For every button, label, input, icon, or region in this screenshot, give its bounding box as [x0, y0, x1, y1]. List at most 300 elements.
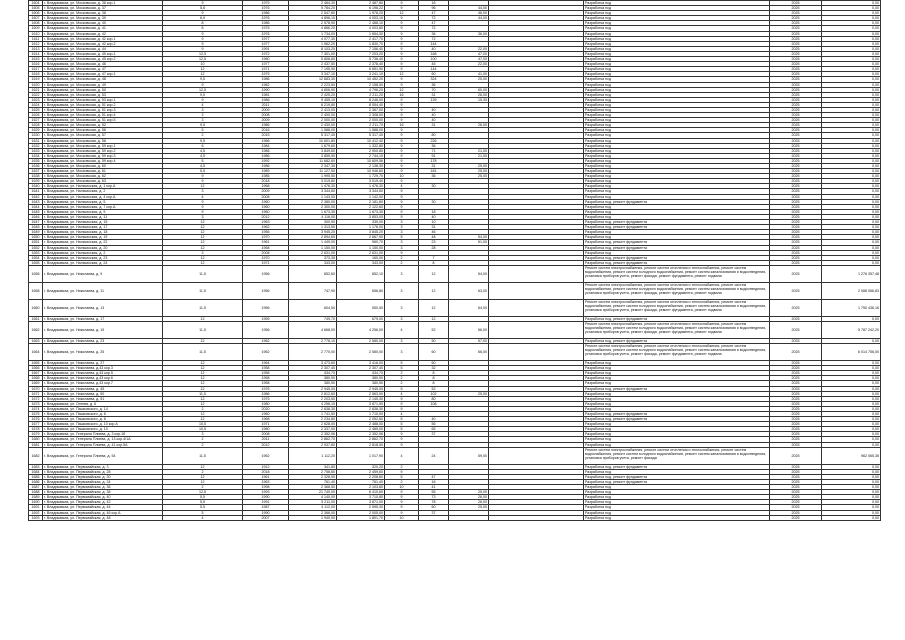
cell-living-area: 656,80 [337, 282, 385, 299]
cell-repair-year: 2025 [770, 442, 822, 447]
cell-row-number: 1662 [29, 321, 43, 338]
cell-row-number: 1615 [29, 57, 43, 62]
cell-repair-year: 2025 [770, 36, 822, 41]
cell-wall-type: 11,5 [163, 447, 243, 464]
cell-wall-type: 4 [163, 102, 243, 107]
cell-works: Разработка псд, ремонт фундамента [584, 412, 770, 417]
cell-row-number: 1684 [29, 469, 43, 474]
cell-works: Разработка псд, ремонт фундамента [584, 255, 770, 260]
cell-living-area: 2 005,00 [337, 510, 385, 515]
cell-floors: 4 [385, 184, 419, 189]
cell-total-area: 1 313,50 [289, 225, 337, 230]
cell-build-year: 1986 [243, 21, 289, 26]
cell-apartments: 8 [419, 260, 449, 265]
cell-repair-year: 2025 [770, 77, 822, 82]
cell-cost: 0,00 [822, 485, 881, 490]
cell-build-year: 1958 [243, 371, 289, 376]
cell-row-number: 1614 [29, 51, 43, 56]
cell-wear-percent: 25,00 [449, 169, 489, 174]
cell-row-number: 1682 [29, 447, 43, 464]
cell-floors: 9 [385, 41, 419, 46]
cell-repair-year: 2025 [770, 179, 822, 184]
cell-works: Ремонт систем электроснабжения, ремонт систем отопления и теплоснабжения, ремонт систем водоснабжения, ремонт систем холодного водоснабжения, ремонт систем канализования и водоотведения, установка приборов учета, ремонт фасада, ремонт фундамента, ремонт подвала [584, 265, 770, 282]
cell-row-number: 1675 [29, 412, 43, 417]
cell-floors: 9 [385, 128, 419, 133]
cell-address: г. Владикавказ, ул. Николаева, д. 51 [43, 396, 163, 401]
cell-works: Разработка псд [584, 36, 770, 41]
cell-apartments: 324 [419, 77, 449, 82]
cell-address: г. Владикавказ, ул. Пашковского, д. 14 [43, 406, 163, 411]
cell-build-year: 1976 [243, 31, 289, 36]
cell-address: г. Владикавказ, ул. Генерала Плиева, д. 13 кор.4/1А [43, 437, 163, 442]
cell-row-number: 1610 [29, 31, 43, 36]
cell-repair-year: 2025 [770, 260, 822, 265]
cell-repair-year: 2025 [770, 138, 822, 143]
cell-row-number: 1639 [29, 179, 43, 184]
cell-works: Разработка псд [584, 41, 770, 46]
cell-living-area: 2 352,96 [337, 432, 385, 437]
cell-total-area: 5 784,20 [289, 6, 337, 11]
table-row [29, 321, 881, 338]
cell-living-area: 852,10 [337, 265, 385, 282]
cell-row-number: 1642 [29, 194, 43, 199]
cell-row-number: 1689 [29, 495, 43, 500]
cell-build-year: 1968 [243, 417, 289, 422]
cell-wall-type: 4,5 [163, 153, 243, 158]
cell-floors: 3 [385, 230, 419, 235]
cell-repair-year: 2025 [770, 381, 822, 386]
cell-living-area: 4 796,20 [337, 87, 385, 92]
cell-wall-type: 9 [163, 46, 243, 51]
cell-works: Разработка псд [584, 396, 770, 401]
cell-cost: 0,00 [822, 179, 881, 184]
cell-address: г. Владикавказ, ул. Московская, д. 59 кор.2 [43, 148, 163, 153]
cell-row-number: 1665 [29, 361, 43, 366]
cell-address: г. Владикавказ, ул. Московская, д. 38 кор.1 [43, 1, 163, 6]
cell-address: г. Владикавказ, ул. Нальчикская, д. 17 [43, 225, 163, 230]
cell-wear-percent: 26,00 [449, 92, 489, 97]
cell-row-number: 1668 [29, 376, 43, 381]
cell-living-area: 8 054,40 [337, 102, 385, 107]
cell-cost: 0,00 [822, 11, 881, 16]
cell-address: г. Владикавказ, ул. Огнева, д. 6 [43, 401, 163, 406]
cell-works: Разработка псд [584, 406, 770, 411]
cell-living-area: 2 485,00 [337, 427, 385, 432]
cell-cost: 0,00 [822, 143, 881, 148]
cell-repair-year: 2025 [770, 464, 822, 469]
cell-build-year: 1990 [243, 510, 289, 515]
cell-cost: 0,00 [822, 158, 881, 163]
cell-total-area: 1 143,00 [289, 194, 337, 199]
cell-living-area: 3 845,20 [337, 230, 385, 235]
cell-floors: 2 [385, 376, 419, 381]
cell-wall-type: 12 [163, 366, 243, 371]
cell-wall-type: 5,5 [163, 169, 243, 174]
cell-total-area: 1 673,30 [289, 209, 337, 214]
cell-living-area: 380,50 [337, 381, 385, 386]
cell-cost: 0,00 [822, 260, 881, 265]
cell-living-area: 2 378,40 [337, 62, 385, 67]
cell-works: Разработка псд [584, 164, 770, 169]
cell-repair-year: 2025 [770, 67, 822, 72]
cell-floors: 9 [385, 138, 419, 143]
cell-row-number: 1690 [29, 500, 43, 505]
cell-total-area: 11 682,60 [289, 158, 337, 163]
cell-cost: 0,00 [822, 77, 881, 82]
cell-works: Разработка псд [584, 184, 770, 189]
cell-repair-year: 2025 [770, 21, 822, 26]
cell-wear-percent: 64,00 [449, 299, 489, 316]
cell-works: Разработка псд [584, 361, 770, 366]
cell-build-year: 1963 [243, 479, 289, 484]
cell-row-number: 1670 [29, 386, 43, 391]
cell-total-area: 2 937,80 [289, 442, 337, 447]
cell-address: г. Владикавказ, ул. Московская, д. 45 кор.2 [43, 57, 163, 62]
cell-repair-year: 2025 [770, 184, 822, 189]
cell-wall-type: 3 [163, 250, 243, 255]
cell-total-area: 3 473,60 [289, 361, 337, 366]
cell-repair-year: 2025 [770, 235, 822, 240]
cell-build-year: 1958 [243, 381, 289, 386]
cell-build-year: 1964 [243, 361, 289, 366]
cell-apartments: 36 [419, 174, 449, 179]
cell-wall-type: 12,5 [163, 51, 243, 56]
cell-address: г. Владикавказ, ул. Первомайская, д. 34 [43, 479, 163, 484]
cell-floors: 9 [385, 133, 419, 138]
cell-living-area: 5 736,40 [337, 57, 385, 62]
spreadsheet-page [28, 0, 880, 521]
cell-wall-type: 9 [163, 82, 243, 87]
cell-works: Разработка псд [584, 485, 770, 490]
cell-build-year: 1986 [243, 153, 289, 158]
cell-repair-year: 2025 [770, 361, 822, 366]
cell-cost: 0,00 [822, 495, 881, 500]
cell-apartments: 18 [419, 209, 449, 214]
cell-living-area: 2 862,70 [337, 437, 385, 442]
cell-apartments: 47 [419, 474, 449, 479]
cell-row-number: 1612 [29, 41, 43, 46]
cell-apartments: 24 [419, 447, 449, 464]
cell-address: г. Владикавказ, ул. Нальчикская, д. 2 [43, 250, 163, 255]
cell-living-area: 2 138,30 [337, 164, 385, 169]
cell-apartments: 8 [419, 381, 449, 386]
cell-apartments: 36 [419, 82, 449, 87]
cell-address: г. Владикавказ, ул. Московская, д. 47 кор.1 [43, 72, 163, 77]
cell-address: г. Владикавказ, ул. Нальчикская, д. 7 кор.А [43, 204, 163, 209]
cell-repair-year: 2025 [770, 447, 822, 464]
cell-row-number: 1631 [29, 138, 43, 143]
cell-floors: 9 [385, 495, 419, 500]
cell-total-area: 380,50 [289, 381, 337, 386]
cell-row-number: 1635 [29, 158, 43, 163]
cell-address: г. Владикавказ, ул. Нальчикская, д. 18 [43, 230, 163, 235]
cell-row-number: 1648 [29, 225, 43, 230]
cell-total-area: 1 962,20 [289, 41, 337, 46]
cell-repair-year: 2025 [770, 240, 822, 245]
cell-repair-year: 2025 [770, 214, 822, 219]
cell-living-area: 960,70 [337, 240, 385, 245]
cell-floors: 9 [385, 437, 419, 442]
cell-living-area: 2 563,00 [337, 391, 385, 396]
cell-row-number: 1604 [29, 1, 43, 6]
cell-floors: 9 [385, 432, 419, 437]
cell-living-area: 2 367,00 [337, 107, 385, 112]
cell-total-area: 4 668,00 [289, 321, 337, 338]
cell-living-area: 2 580,00 [337, 344, 385, 361]
cell-apartments: 72 [419, 16, 449, 21]
cell-build-year: 1975 [243, 1, 289, 6]
cell-repair-year: 2025 [770, 338, 822, 343]
cell-row-number: 1679 [29, 432, 43, 437]
cell-works: Разработка псд [584, 6, 770, 11]
cell-wall-type: 5,5 [163, 500, 243, 505]
cell-wear-percent [449, 515, 489, 520]
cell-repair-year: 2025 [770, 479, 822, 484]
cell-build-year: 2008 [243, 250, 289, 255]
cell-total-area: 7 195,90 [289, 67, 337, 72]
cell-build-year: 1989 [243, 169, 289, 174]
cell-works: Разработка псд, ремонт фундамента [584, 199, 770, 204]
cell-address: г. Владикавказ, ул. Нальчикская, д. 4 кор.А [43, 194, 163, 199]
cell-repair-year: 2025 [770, 57, 822, 62]
cell-apartments: 168 [419, 51, 449, 56]
cell-repair-year: 2025 [770, 432, 822, 437]
cell-apartments: 139 [419, 97, 449, 102]
cell-works: Разработка псд, ремонт фундамента [584, 386, 770, 391]
cell-repair-year: 2025 [770, 371, 822, 376]
cell-living-area: 1 588,00 [337, 128, 385, 133]
cell-works: Разработка псд [584, 209, 770, 214]
cell-floors: 9 [385, 490, 419, 495]
cell-repair-year: 2025 [770, 169, 822, 174]
cell-cost: 0,00 [822, 255, 881, 260]
cell-repair-year: 2025 [770, 164, 822, 169]
cell-floors: 9 [385, 62, 419, 67]
cell-row-number: 1623 [29, 97, 43, 102]
cell-repair-year: 2025 [770, 204, 822, 209]
cell-apartments [419, 515, 449, 520]
cell-works: Разработка псд [584, 366, 770, 371]
cell-living-area: 2 838,30 [337, 406, 385, 411]
cell-wall-type: 5,5 [163, 505, 243, 510]
cell-total-area: 5 211,00 [289, 500, 337, 505]
cell-wall-type: 6 [163, 143, 243, 148]
cell-total-area: 761,40 [289, 479, 337, 484]
cell-total-area: 3 945,20 [289, 230, 337, 235]
cell-works: Разработка псд [584, 82, 770, 87]
cell-total-area: 3 344,60 [289, 189, 337, 194]
cell-repair-year: 2025 [770, 265, 822, 282]
cell-repair-year: 2025 [770, 148, 822, 153]
cell-address: г. Владикавказ, ул. Нальчикская, д. 5 [43, 199, 163, 204]
cell-build-year: 1990 [243, 495, 289, 500]
cell-wall-type: 12 [163, 381, 243, 386]
cell-living-area: 3 710,80 [337, 495, 385, 500]
cell-floors: 3 [385, 338, 419, 343]
cell-row-number: 1667 [29, 371, 43, 376]
cell-works: Разработка псд [584, 230, 770, 235]
cell-wear-percent: 63,00 [449, 282, 489, 299]
cell-works: Разработка псд [584, 437, 770, 442]
cell-build-year: 1975 [243, 72, 289, 77]
cell-floors: 9 [385, 194, 419, 199]
cell-floors: 9 [385, 442, 419, 447]
cell-living-area: 343,00 [337, 260, 385, 265]
cell-address: г. Владикавказ, ул. Московская, д. 51 кор.4 [43, 113, 163, 118]
cell-apartments: 30 [419, 199, 449, 204]
cell-apartments: 60 [419, 361, 449, 366]
table-row [29, 299, 881, 316]
cell-floors: 2 [385, 479, 419, 484]
cell-floors: 9 [385, 199, 419, 204]
cell-build-year: 1990 [243, 87, 289, 92]
cell-works: Разработка псд [584, 235, 770, 240]
cell-wear-percent: 64,00 [449, 265, 489, 282]
cell-floors: 9 [385, 82, 419, 87]
cell-repair-year: 2025 [770, 422, 822, 427]
cell-repair-year: 2025 [770, 31, 822, 36]
cell-total-area: 12 883,30 [289, 77, 337, 82]
cell-works: Разработка псд [584, 204, 770, 209]
cell-apartments: 78 [419, 500, 449, 505]
cell-works: Разработка псд, ремонт фундамента [584, 464, 770, 469]
cell-living-area: 4 256,00 [337, 321, 385, 338]
cell-repair-year: 2025 [770, 427, 822, 432]
cell-wall-type: 12 [163, 240, 243, 245]
cell-wall-type: 12 [163, 184, 243, 189]
cell-build-year: 1956 [243, 230, 289, 235]
cell-address: г. Владикавказ, ул. Николаева, д. 27 [43, 361, 163, 366]
cell-address: г. Владикавказ, ул. Первомайская, д. 46 кор.А [43, 510, 163, 515]
cell-total-area: 2 347,30 [289, 164, 337, 169]
cell-apartments: 30 [419, 184, 449, 189]
cell-wear-percent: 21,00 [449, 153, 489, 158]
cell-wear-percent: 25,00 [449, 164, 489, 169]
cell-cost: 0,00 [822, 250, 881, 255]
cell-floors: 3 [385, 316, 419, 321]
cell-floors: 5 [385, 366, 419, 371]
cell-total-area: 2 223,50 [289, 82, 337, 87]
cell-row-number: 1656 [29, 265, 43, 282]
cell-total-area: 343,00 [289, 260, 337, 265]
cell-row-number: 1620 [29, 82, 43, 87]
cell-floors: 9 [385, 107, 419, 112]
cell-cost: 2 088 066,83 [822, 282, 881, 299]
cell-works: Разработка псд [584, 87, 770, 92]
cell-repair-year: 2025 [770, 316, 822, 321]
cell-apartments: 10 [419, 220, 449, 225]
cell-works: Разработка псд [584, 214, 770, 219]
cell-apartments: 12 [419, 316, 449, 321]
cell-repair-year: 2025 [770, 406, 822, 411]
cell-total-area: 434,70 [289, 371, 337, 376]
cell-living-area: 160,00 [337, 255, 385, 260]
cell-address: г. Владикавказ, ул. Московская, д. 50 [43, 87, 163, 92]
cell-repair-year: 2025 [770, 189, 822, 194]
cell-works: Ремонт систем электроснабжения, ремонт систем отопления и теплоснабжения, ремонт систем водоснабжения, ремонт систем холодного водоснабжения, ремонт систем канализования и водоотведения, установка приборов учета, ремонт фасада, ремонт фундамента, ремонт подвала [584, 344, 770, 361]
cell-wall-type: 9 [163, 199, 243, 204]
cell-apartments: 71 [419, 148, 449, 153]
cell-address: г. Владикавказ, ул. Нальчикская, д. 20 [43, 245, 163, 250]
cell-row-number: 1627 [29, 118, 43, 123]
cell-apartments: 91 [419, 153, 449, 158]
cell-cost: 0,00 [822, 240, 881, 245]
cell-apartments: 80 [419, 133, 449, 138]
cell-build-year: 1971 [243, 260, 289, 265]
cell-wall-type: 9,5 [163, 92, 243, 97]
cell-works: Разработка псд [584, 21, 770, 26]
cell-apartments: 16 [419, 479, 449, 484]
cell-address: г. Владикавказ, ул. Николаева, д. 9 [43, 265, 163, 282]
cell-build-year: 1998 [243, 485, 289, 490]
cell-cost: 0,00 [822, 366, 881, 371]
cell-living-area: 2 744,10 [337, 153, 385, 158]
cell-apartments: 31 [419, 164, 449, 169]
cell-address: г. Владикавказ, ул. Николаева, д. 50 [43, 391, 163, 396]
cell-build-year: 2018 [243, 469, 289, 474]
cell-wall-type: 12 [163, 479, 243, 484]
cell-repair-year: 2025 [770, 485, 822, 490]
cell-wall-type: 12,5 [163, 87, 243, 92]
cell-works: Разработка псд, ремонт фундамента [584, 260, 770, 265]
cell-cost: 0,00 [822, 464, 881, 469]
cell-works: Разработка псд [584, 495, 770, 500]
cell-build-year: 2009 [243, 118, 289, 123]
cell-works: Разработка псд [584, 148, 770, 153]
cell-wall-type: 4 [163, 194, 243, 199]
cell-repair-year: 2025 [770, 6, 822, 11]
cell-cost: 0,00 [822, 6, 881, 11]
cell-floors: 12 [385, 87, 419, 92]
cell-floors: 9 [385, 51, 419, 56]
cell-floors: 9 [385, 406, 419, 411]
cell-repair-year: 2025 [770, 87, 822, 92]
cell-address: г. Владикавказ, ул. Московская, д. 61 [43, 169, 163, 174]
cell-total-area: 2 337,00 [289, 427, 337, 432]
cell-address: г. Владикавказ, ул. Московская, д. 42 кор.2 [43, 41, 163, 46]
cell-wear-percent: 46,00 [449, 11, 489, 16]
cell-total-area: 2 812,60 [289, 391, 337, 396]
cell-cost: 0,00 [822, 51, 881, 56]
cell-repair-year: 2025 [770, 51, 822, 56]
cell-floors: 9 [385, 77, 419, 82]
cell-wall-type: 9 [163, 11, 243, 16]
cell-floors: 9 [385, 6, 419, 11]
cell-build-year: 1992 [243, 158, 289, 163]
cell-apartments: 100 [419, 57, 449, 62]
cell-cost: 0,00 [822, 107, 881, 112]
cell-apartments: 96 [419, 6, 449, 11]
cell-cost: 0,00 [822, 31, 881, 36]
cell-total-area: 2 234,80 [289, 417, 337, 422]
cell-cost: 0,00 [822, 36, 881, 41]
cell-cost: 0,00 [822, 184, 881, 189]
cell-floors: 4 [385, 412, 419, 417]
cell-living-area: 10 452,20 [337, 77, 385, 82]
cell-floors: 9 [385, 469, 419, 474]
cell-apartments: 56 [419, 422, 449, 427]
cell-works: Разработка псд [584, 102, 770, 107]
cell-living-area: 2 211,20 [337, 92, 385, 97]
cell-wall-type: 2 [163, 406, 243, 411]
cell-total-area: 3 019,80 [289, 179, 337, 184]
cell-build-year: 1976 [243, 6, 289, 11]
cell-wall-type: 11,5 [163, 344, 243, 361]
cell-floors: 9 [385, 204, 419, 209]
cell-wall-type: 3 [163, 214, 243, 219]
cell-apartments: 16 [419, 1, 449, 6]
cell-address: г. Владикавказ, ул. Генерала Плиева, д. 54 [43, 447, 163, 464]
